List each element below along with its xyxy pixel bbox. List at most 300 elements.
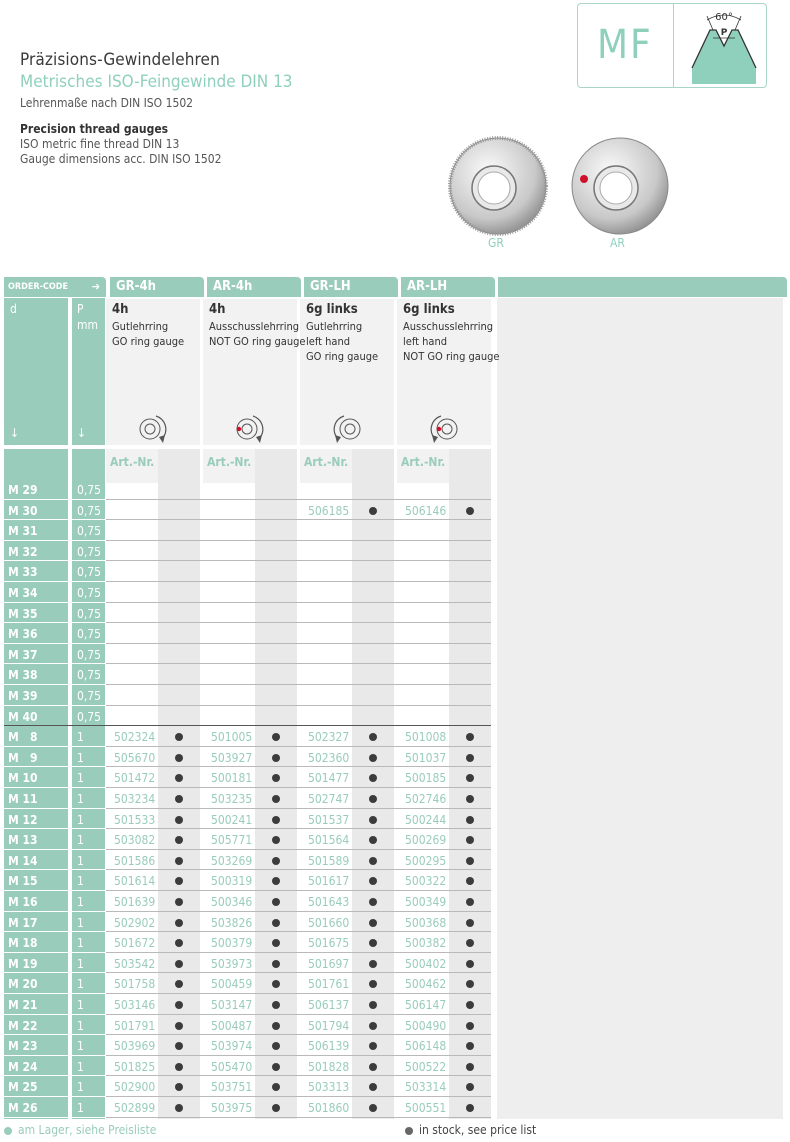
in-stock-dot-icon [466, 1104, 474, 1112]
article-number[interactable]: 500551 [405, 1101, 447, 1115]
article-number[interactable]: 500295 [405, 853, 447, 868]
thread-size: M 39 [8, 689, 38, 703]
article-number[interactable]: 501860 [308, 1101, 350, 1115]
row-separator [106, 663, 491, 664]
in-stock-dot-icon [272, 1022, 280, 1030]
row-separator [4, 499, 105, 500]
in-stock-dot-icon [369, 816, 377, 824]
in-stock-dot-icon [466, 1001, 474, 1009]
article-number[interactable]: 500346 [211, 895, 253, 909]
row-separator [4, 1055, 105, 1056]
column-de: Ausschusslehrring [209, 320, 300, 333]
angle-label: 60° [715, 12, 733, 23]
row-separator [106, 911, 491, 912]
thread-size: M 33 [8, 565, 38, 580]
in-stock-dot-icon [272, 898, 280, 906]
in-stock-dot-icon [272, 960, 280, 968]
article-number[interactable]: 506185 [308, 503, 350, 518]
article-number[interactable]: 503974 [211, 1039, 253, 1054]
row-separator [4, 766, 105, 767]
in-stock-dot-icon [272, 919, 280, 927]
article-number[interactable]: 503975 [211, 1101, 253, 1115]
thread-size: M 31 [8, 524, 38, 539]
thread-size: M 14 [8, 853, 38, 868]
column-de: Gutlehrring [306, 320, 363, 333]
thread-size: M 35 [8, 606, 38, 621]
art-nr-label: Art.-Nr. [207, 455, 252, 469]
row-separator [4, 993, 105, 994]
article-number[interactable]: 503973 [211, 956, 253, 971]
thread-pitch: 1 [77, 812, 84, 827]
arrow-down-icon: ↓ [77, 426, 87, 440]
thread-pitch: 0,75 [77, 524, 102, 539]
column-en2: NOT GO ring gauge [403, 350, 500, 363]
in-stock-dot-icon [466, 960, 474, 968]
row-separator [106, 602, 491, 603]
article-number[interactable]: 505771 [211, 833, 253, 848]
thread-pitch: 1 [77, 874, 84, 889]
row-separator [4, 1075, 105, 1076]
thread-size: M 29 [8, 483, 38, 497]
article-number[interactable]: 501675 [308, 936, 350, 951]
in-stock-dot-icon [272, 816, 280, 824]
stock-dot-icon [405, 1127, 413, 1135]
column-description-2 [306, 302, 378, 364]
thread-pitch: 0,75 [77, 565, 102, 580]
row-separator [4, 787, 105, 788]
thread-size: M 8 [8, 730, 38, 745]
article-number[interactable]: 501472 [114, 771, 156, 786]
thread-size: M 9 [8, 750, 38, 765]
column-header-empty [498, 277, 787, 297]
in-stock-dot-icon [466, 754, 474, 762]
row-separator [4, 602, 105, 603]
article-number[interactable]: 501791 [114, 1018, 156, 1033]
in-stock-dot-icon [466, 795, 474, 803]
thread-pitch: 1 [77, 895, 84, 909]
article-number[interactable]: 500319 [211, 874, 253, 889]
article-number[interactable]: 500368 [405, 915, 447, 930]
row-separator [4, 1117, 105, 1118]
in-stock-dot-icon [272, 857, 280, 865]
column-en1: NOT GO ring gauge [209, 335, 306, 348]
in-stock-dot-icon [369, 1063, 377, 1071]
article-number[interactable]: 501537 [308, 812, 350, 827]
in-stock-dot-icon [369, 1104, 377, 1112]
in-stock-dot-icon [369, 919, 377, 927]
row-separator [4, 849, 105, 850]
thread-size: M 38 [8, 668, 38, 683]
row-separator [4, 705, 105, 706]
thread-size: M 19 [8, 956, 38, 971]
row-separator [106, 808, 491, 809]
article-number[interactable]: 501794 [308, 1018, 350, 1033]
row-separator [4, 952, 105, 953]
article-number[interactable]: 501005 [211, 730, 253, 745]
article-number[interactable]: 505470 [211, 1059, 253, 1074]
thread-type-label: MF [597, 22, 653, 68]
legend-stock-en [405, 1123, 536, 1137]
article-number[interactable]: 500185 [405, 771, 447, 786]
in-stock-dot-icon [175, 898, 183, 906]
thread-size: M 20 [8, 977, 38, 992]
pitch-label: P [720, 28, 728, 38]
thread-pitch: 1 [77, 730, 84, 745]
in-stock-dot-icon [466, 507, 474, 515]
article-number[interactable]: 502747 [308, 792, 350, 806]
article-number[interactable]: 500382 [405, 936, 447, 951]
row-separator [106, 828, 491, 829]
column-header-ar-4h: AR-4h [207, 277, 301, 297]
thread-size: M 40 [8, 709, 38, 724]
article-number[interactable]: 501639 [114, 895, 156, 909]
thread-size: M 36 [8, 627, 38, 642]
row-separator [4, 869, 105, 870]
row-separator [4, 911, 105, 912]
article-number[interactable]: 502327 [308, 730, 350, 745]
row-separator [4, 972, 105, 973]
english-subtitle-2: Gauge dimensions acc. DIN ISO 1502 [20, 152, 222, 166]
thread-size: M 32 [8, 544, 38, 559]
article-number[interactable]: 505670 [114, 750, 156, 765]
column-description-1 [209, 302, 306, 349]
thread-pitch: 1 [77, 1059, 84, 1074]
d-label: d [10, 302, 17, 316]
article-number[interactable]: 501614 [114, 874, 156, 889]
in-stock-dot-icon [175, 1104, 183, 1112]
thread-pitch: 1 [77, 977, 84, 992]
article-number[interactable]: 501660 [308, 915, 350, 930]
thread-pitch: 1 [77, 936, 84, 951]
thread-pitch: 1 [77, 1101, 84, 1115]
art-nr-label: Art.-Nr. [110, 455, 155, 469]
article-number[interactable]: 502360 [308, 750, 350, 765]
english-title: Precision thread gauges [20, 122, 169, 136]
rotate-right-icon [229, 413, 273, 445]
article-number[interactable]: 501825 [114, 1059, 156, 1074]
article-number[interactable]: 501617 [308, 874, 350, 889]
thread-size: M 26 [8, 1101, 38, 1115]
thread-pitch: 0,75 [77, 483, 102, 497]
not-go-ring-gauge-image [570, 136, 670, 236]
article-number[interactable]: 503927 [211, 750, 253, 765]
article-number[interactable]: 501697 [308, 956, 350, 971]
article-number[interactable]: 506147 [405, 998, 447, 1012]
thread-pitch: 1 [77, 998, 84, 1012]
row-separator [4, 931, 105, 932]
article-number[interactable]: 506146 [405, 503, 447, 518]
thread-size: M 12 [8, 812, 38, 827]
thread-pitch: 0,75 [77, 503, 102, 518]
row-separator [4, 622, 105, 623]
article-number[interactable]: 503235 [211, 792, 253, 806]
in-stock-dot-icon [175, 1022, 183, 1030]
row-separator [106, 869, 491, 870]
article-number[interactable]: 501477 [308, 771, 350, 786]
in-stock-dot-icon [466, 816, 474, 824]
arrow-down-icon: ↓ [10, 426, 20, 440]
thread-size: M 16 [8, 895, 38, 909]
column-description-3 [403, 302, 500, 364]
thread-size: M 24 [8, 1059, 38, 1074]
thread-pitch: 0,75 [77, 627, 102, 642]
article-number[interactable]: 501761 [308, 977, 350, 992]
in-stock-dot-icon [175, 1063, 183, 1071]
row-separator [4, 1014, 105, 1015]
in-stock-dot-icon [272, 1063, 280, 1071]
in-stock-dot-icon [369, 1022, 377, 1030]
thread-size: M 17 [8, 915, 38, 930]
article-number[interactable]: 501564 [308, 833, 350, 848]
row-separator [106, 499, 491, 500]
article-number[interactable]: 500487 [211, 1018, 253, 1033]
thread-size: M 23 [8, 1039, 38, 1054]
row-separator [4, 684, 105, 685]
row-separator [106, 540, 491, 541]
order-code-header [4, 277, 106, 297]
row-separator [106, 1075, 491, 1076]
go-ring-label: GR [488, 236, 504, 250]
column-en1: GO ring gauge [112, 335, 185, 348]
article-number[interactable]: 500379 [211, 936, 253, 951]
thread-size: M 30 [8, 503, 38, 518]
page-subtitle-2: Lehrenmaße nach DIN ISO 1502 [20, 96, 194, 110]
thread-pitch: 1 [77, 750, 84, 765]
rotate-right-icon [132, 413, 176, 445]
page-subtitle: Metrisches ISO-Feingewinde DIN 13 [20, 72, 293, 92]
article-number[interactable]: 501672 [114, 936, 156, 951]
empty-area [497, 298, 783, 1119]
row-separator [4, 519, 105, 520]
article-number[interactable]: 503269 [211, 853, 253, 868]
article-number[interactable]: 503314 [405, 1080, 447, 1095]
article-number[interactable]: 503234 [114, 792, 156, 806]
row-separator [4, 1034, 105, 1035]
row-separator [4, 560, 105, 561]
article-number[interactable]: 503826 [211, 915, 253, 930]
arrow-right-icon: ➔ [91, 280, 100, 293]
badge-divider [673, 3, 674, 88]
row-separator [106, 890, 491, 891]
column-en1: left hand [403, 335, 448, 348]
article-number[interactable]: 502324 [114, 730, 156, 745]
in-stock-dot-icon [369, 898, 377, 906]
article-number[interactable]: 500181 [211, 771, 253, 786]
row-separator [106, 766, 491, 767]
not-go-ring-label: AR [610, 236, 625, 250]
legend-right-text: in stock, see price list [419, 1123, 537, 1137]
in-stock-dot-icon [175, 919, 183, 927]
thread-size: M 13 [8, 833, 38, 848]
thread-pitch: 1 [77, 915, 84, 930]
thread-pitch: 1 [77, 1080, 84, 1095]
thread-pitch: 1 [77, 792, 84, 806]
in-stock-dot-icon [369, 960, 377, 968]
thread-size: M 22 [8, 1018, 38, 1033]
in-stock-dot-icon [272, 754, 280, 762]
row-separator [106, 952, 491, 953]
row-separator [106, 560, 491, 561]
column-de: Gutlehrring [112, 320, 169, 333]
article-number[interactable]: 503082 [114, 833, 156, 848]
row-separator [106, 787, 491, 788]
in-stock-dot-icon [466, 1063, 474, 1071]
column-en2: GO ring gauge [306, 350, 379, 363]
in-stock-dot-icon [466, 1022, 474, 1030]
in-stock-dot-icon [272, 795, 280, 803]
column-en1: left hand [306, 335, 351, 348]
row-separator [106, 1014, 491, 1015]
in-stock-dot-icon [272, 1104, 280, 1112]
article-number[interactable]: 501008 [405, 730, 447, 745]
thread-pitch: 1 [77, 1039, 84, 1054]
article-number[interactable]: 500462 [405, 977, 447, 992]
in-stock-dot-icon [369, 754, 377, 762]
thread-profile-icon [688, 8, 760, 86]
in-stock-dot-icon [175, 754, 183, 762]
column-tol: 6g links [403, 302, 455, 317]
row-separator [4, 581, 105, 582]
article-number[interactable]: 503542 [114, 956, 156, 971]
in-stock-dot-icon [369, 857, 377, 865]
row-separator [106, 972, 491, 973]
in-stock-dot-icon [466, 898, 474, 906]
row-separator [4, 540, 105, 541]
in-stock-dot-icon [175, 1001, 183, 1009]
in-stock-dot-icon [466, 919, 474, 927]
table-header-bar [4, 277, 783, 297]
thread-size: M 25 [8, 1080, 38, 1095]
article-number[interactable]: 503751 [211, 1080, 253, 1095]
article-number[interactable]: 506148 [405, 1039, 447, 1054]
thread-pitch: 1 [77, 956, 84, 971]
p-label: P [77, 302, 84, 316]
thread-pitch: 1 [77, 1018, 84, 1033]
row-separator [4, 746, 105, 747]
in-stock-dot-icon [369, 795, 377, 803]
thread-pitch: 0,75 [77, 586, 102, 600]
article-number[interactable]: 500349 [405, 895, 447, 909]
stock-dot-icon [4, 1127, 12, 1135]
column-header-gr-4h: GR-4h [110, 277, 204, 297]
group-separator [4, 725, 491, 726]
row-separator [106, 993, 491, 994]
row-separator [106, 849, 491, 850]
in-stock-dot-icon [175, 857, 183, 865]
article-number[interactable]: 503147 [211, 998, 253, 1012]
thread-size: M 18 [8, 936, 38, 951]
article-number[interactable]: 500459 [211, 977, 253, 992]
thread-pitch: 0,75 [77, 668, 102, 683]
legend-left-text: am Lager, siehe Preisliste [18, 1123, 157, 1137]
thread-pitch: 0,75 [77, 647, 102, 662]
article-number[interactable]: 501533 [114, 812, 156, 827]
row-separator [106, 1055, 491, 1056]
column-header-ar-lh: AR-LH [401, 277, 495, 297]
row-separator [106, 1117, 491, 1118]
row-separator [4, 663, 105, 664]
page-title: Präzisions-Gewindelehren [20, 50, 220, 70]
article-number[interactable]: 506137 [308, 998, 350, 1012]
article-number[interactable]: 500322 [405, 874, 447, 889]
p-unit-label: mm [77, 318, 99, 332]
in-stock-dot-icon [175, 816, 183, 824]
article-number[interactable]: 501589 [308, 853, 350, 868]
article-number[interactable]: 506139 [308, 1039, 350, 1054]
thread-pitch: 0,75 [77, 544, 102, 559]
rotate-left-icon [326, 413, 370, 445]
article-number[interactable]: 503146 [114, 998, 156, 1012]
art-nr-label: Art.-Nr. [304, 455, 349, 469]
rotate-left-icon [423, 413, 467, 445]
thread-size: M 15 [8, 874, 38, 889]
column-description-0 [112, 302, 184, 349]
row-separator [4, 643, 105, 644]
article-number[interactable]: 501828 [308, 1059, 350, 1074]
article-number[interactable]: 501586 [114, 853, 156, 868]
row-separator [106, 519, 491, 520]
column-de: Ausschusslehrring [403, 320, 494, 333]
thread-pitch: 0,75 [77, 606, 102, 621]
article-number[interactable]: 502900 [114, 1080, 156, 1095]
column-header-gr-lh: GR-LH [304, 277, 398, 297]
article-number[interactable]: 502746 [405, 792, 447, 806]
thread-size: M 11 [8, 792, 38, 806]
thread-pitch: 1 [77, 771, 84, 786]
in-stock-dot-icon [175, 960, 183, 968]
row-separator [4, 1096, 105, 1097]
thread-pitch: 1 [77, 833, 84, 848]
art-nr-label: Art.-Nr. [401, 455, 446, 469]
row-separator [4, 808, 105, 809]
article-number[interactable]: 502899 [114, 1101, 156, 1115]
article-number[interactable]: 500269 [405, 833, 447, 848]
article-number[interactable]: 500490 [405, 1018, 447, 1033]
stock-column-4 [449, 449, 491, 1119]
article-number[interactable]: 500241 [211, 812, 253, 827]
article-number[interactable]: 501037 [405, 750, 447, 765]
article-number[interactable]: 501758 [114, 977, 156, 992]
row-separator [4, 890, 105, 891]
thread-pitch: 1 [77, 853, 84, 868]
article-number[interactable]: 500244 [405, 812, 447, 827]
legend-stock-de [4, 1123, 156, 1137]
column-tol: 4h [112, 302, 129, 317]
thread-pitch: 0,75 [77, 709, 102, 724]
stock-column-1 [158, 449, 200, 1119]
column-tol: 4h [209, 302, 226, 317]
thread-size: M 21 [8, 998, 38, 1012]
row-separator [106, 643, 491, 644]
article-number[interactable]: 500402 [405, 956, 447, 971]
thread-size: M 10 [8, 771, 38, 786]
row-separator [106, 1096, 491, 1097]
in-stock-dot-icon [272, 1001, 280, 1009]
article-number[interactable]: 502902 [114, 915, 156, 930]
in-stock-dot-icon [369, 507, 377, 515]
article-number[interactable]: 500522 [405, 1059, 447, 1074]
thread-size: M 34 [8, 586, 38, 600]
article-number[interactable]: 503969 [114, 1039, 156, 1054]
stock-column-3 [352, 449, 394, 1119]
row-separator [106, 1034, 491, 1035]
article-number[interactable]: 501643 [308, 895, 350, 909]
in-stock-dot-icon [466, 857, 474, 865]
thread-size: M 37 [8, 647, 38, 662]
column-tol: 6g links [306, 302, 358, 317]
article-number[interactable]: 503313 [308, 1080, 350, 1095]
thread-pitch: 0,75 [77, 689, 102, 703]
